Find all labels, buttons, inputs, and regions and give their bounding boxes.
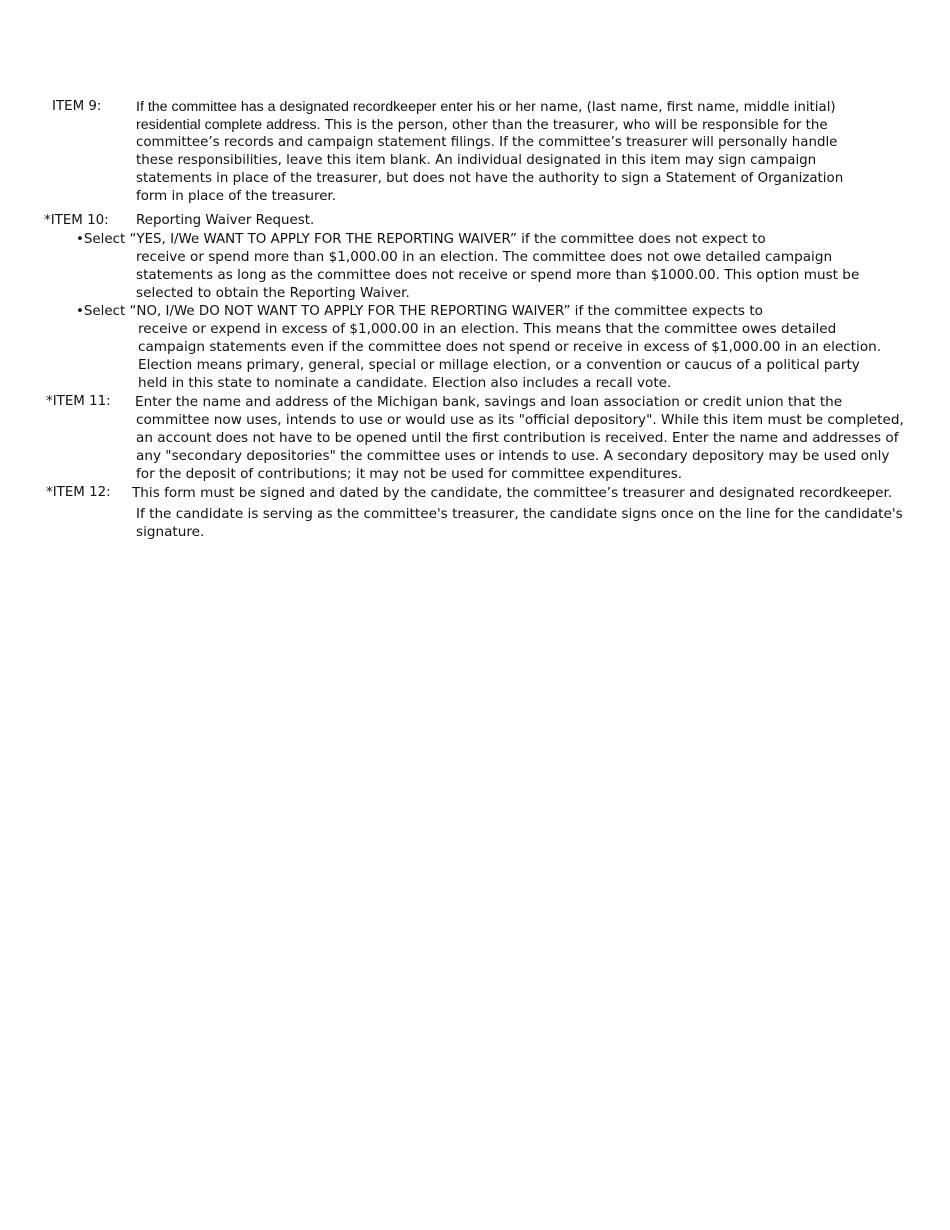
item-9-line-1 [136,98,836,117]
item-10-title: Reporting Waiver Request. [136,213,315,228]
item-9-line-6: form in place of the treasurer. [136,189,336,204]
item-10-yes-line-3: statements as long as the committee does not receive or spend more than $1000.00. This option must be [136,267,860,283]
item-10-no-line-3: campaign statements even if the committee does not spend or receive in excess of $1,000.00 in an election. [138,339,882,355]
item-11-line-1: Enter the name and address of the Michigan bank, savings and loan association or credit union that the [135,394,843,410]
item-11-line-5: for the deposit of contributions; it may not be used for committee expenditures. [136,466,683,482]
item-12-line-3: signature. [136,524,205,540]
item-9-line-1a: If the committee has a designated recordkeeper enter his or her [136,99,536,115]
item-10-no-option: “NO, I/We DO NOT WANT TO APPLY FOR THE REPORTING WAIVER” [129,304,571,319]
item-11-label: *ITEM 11: [46,394,111,409]
item-9-line-2a: residential complete address. [136,117,321,133]
item-10-yes-option: “YES, I/We WANT TO APPLY FOR THE REPORTING WAIVER” [129,232,517,247]
item-9-line-5: statements in place of the treasurer, but does not have the authority to sign a Statement of Organization [136,171,844,186]
item-10-no-line-1 [76,302,763,321]
item-10-label: *ITEM 10: [44,213,109,228]
item-9-label: ITEM 9: [52,99,102,114]
item-12-label: *ITEM 12: [46,485,111,500]
item-12-line-2: If the candidate is serving as the committee's treasurer, the candidate signs once on the line for the candidate's [136,506,903,522]
item-9-line-1b: name, (last name, first name, middle initial) [540,100,836,115]
item-9-line-3: committee’s records and campaign statement filings. If the committee’s treasurer will personally handle [136,135,838,150]
item-10-no-line-5: held in this state to nominate a candidate. Election also includes a recall vote. [138,375,672,391]
item-11-line-2: committee now uses, intends to use or would use as its "official depository". While this item must be completed, [136,412,904,428]
item-10-no-line-4: Election means primary, general, special or millage election, or a convention or caucus of a political party [138,357,860,373]
item-10-no-prefix: •Select [76,304,126,319]
item-9-line-2 [136,116,828,135]
item-10-yes-rest: if the committee does not expect to [521,231,766,247]
item-12-line-1: This form must be signed and dated by the candidate, the committee’s treasurer and designated recordkeeper. [132,485,893,501]
item-10-yes-prefix: •Select [76,232,126,247]
item-10-no-line-2: receive or expend in excess of $1,000.00 in an election. This means that the committee owes detailed [138,321,837,337]
item-10-yes-line-2: receive or spend more than $1,000.00 in an election. The committee does not owe detailed campaign [136,249,833,265]
item-10-yes-line-1 [76,230,766,249]
item-9-line-2b: This is the person, other than the treasurer, who will be responsible for the [324,118,828,133]
item-9-line-4: these responsibilities, leave this item blank. An individual designated in this item may sign campaign [136,153,817,168]
item-11-line-4: any "secondary depositories" the committee uses or intends to use. A secondary depository may be used only [136,448,890,464]
item-11-line-3: an account does not have to be opened until the first contribution is received. Enter the name and addresses of [136,430,899,446]
item-10-no-rest: if the committee expects to [574,303,763,319]
item-10-yes-line-4: selected to obtain the Reporting Waiver. [136,285,410,301]
